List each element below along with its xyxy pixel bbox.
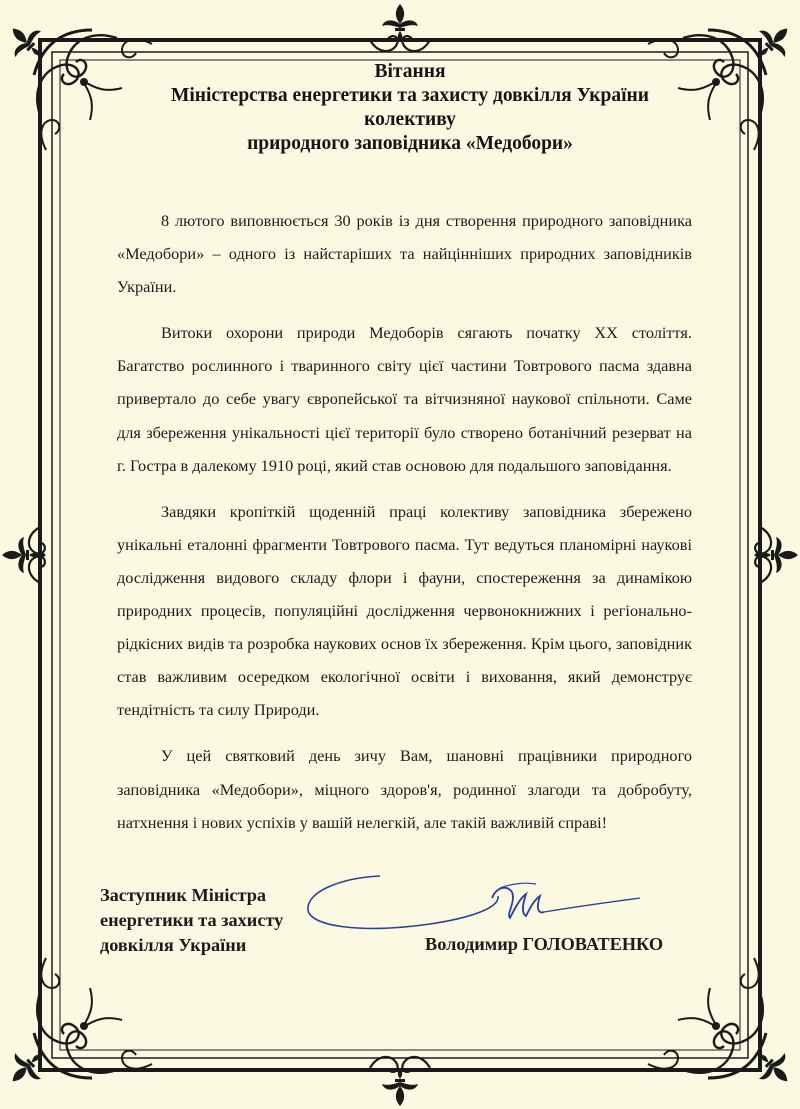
signatory-name: Володимир ГОЛОВАТЕНКО bbox=[425, 934, 664, 954]
letter-body bbox=[117, 204, 692, 852]
signatory-title bbox=[100, 883, 283, 958]
heading-line-2: Міністерства енергетики та захисту довкілля України bbox=[170, 85, 650, 106]
letter-heading bbox=[110, 60, 710, 156]
signatory-title-line-3: довкілля України bbox=[100, 935, 247, 955]
paragraph-4: У цей святковий день зичу Вам, шановні працівники природного заповідника «Медобори», міцного здоров'я, родинної злагоди та добробуту, натхнення і нових успіхів у вашій нелегкій, але такій важливій справі! bbox=[117, 746, 692, 832]
heading-line-4: природного заповідника «Медобори» bbox=[247, 133, 573, 154]
paragraph-3: Завдяки кропіткій щоденній праці колективу заповідника збережено унікальні еталонні фрагменти Товтрового пасма. Тут ведуться планомірні наукові дослідження видового складу флори і фауни, спостереження за динамікою природних процесів, популяційні дослідження червонокнижних і регіонально-рідкісних видів та розробка наукових основ їх збереження. Крім цього, заповідник став важливим осередком екологічної освіти і виховання, який демонструє тендітність та силу Природи. bbox=[117, 501, 692, 720]
paragraph-1: 8 лютого виповнюється 30 років із дня створення природного заповідника «Медобори» – одного із найстаріших та найцінніших природних заповідників України. bbox=[117, 211, 692, 297]
heading-line-3: колективу bbox=[364, 109, 456, 130]
paragraph-2: Витоки охорони природи Медоборів сягають початку XX століття. Багатство рослинного і тваринного світу цієї частини Товтрового пасма здавна привертало до себе увагу європейської та вітчизняної наукової спільноти. Саме для збереження унікальності цієї території було створено ботанічний резерват на г. Гостра в далекому 1910 році, який став основою для подальшого заповідання. bbox=[117, 323, 692, 475]
signatory-title-line-2: енергетики та захисту bbox=[100, 910, 284, 930]
signatory-title-line-1: Заступник Міністра bbox=[100, 885, 267, 905]
heading-line-1: Вітання bbox=[374, 61, 446, 82]
